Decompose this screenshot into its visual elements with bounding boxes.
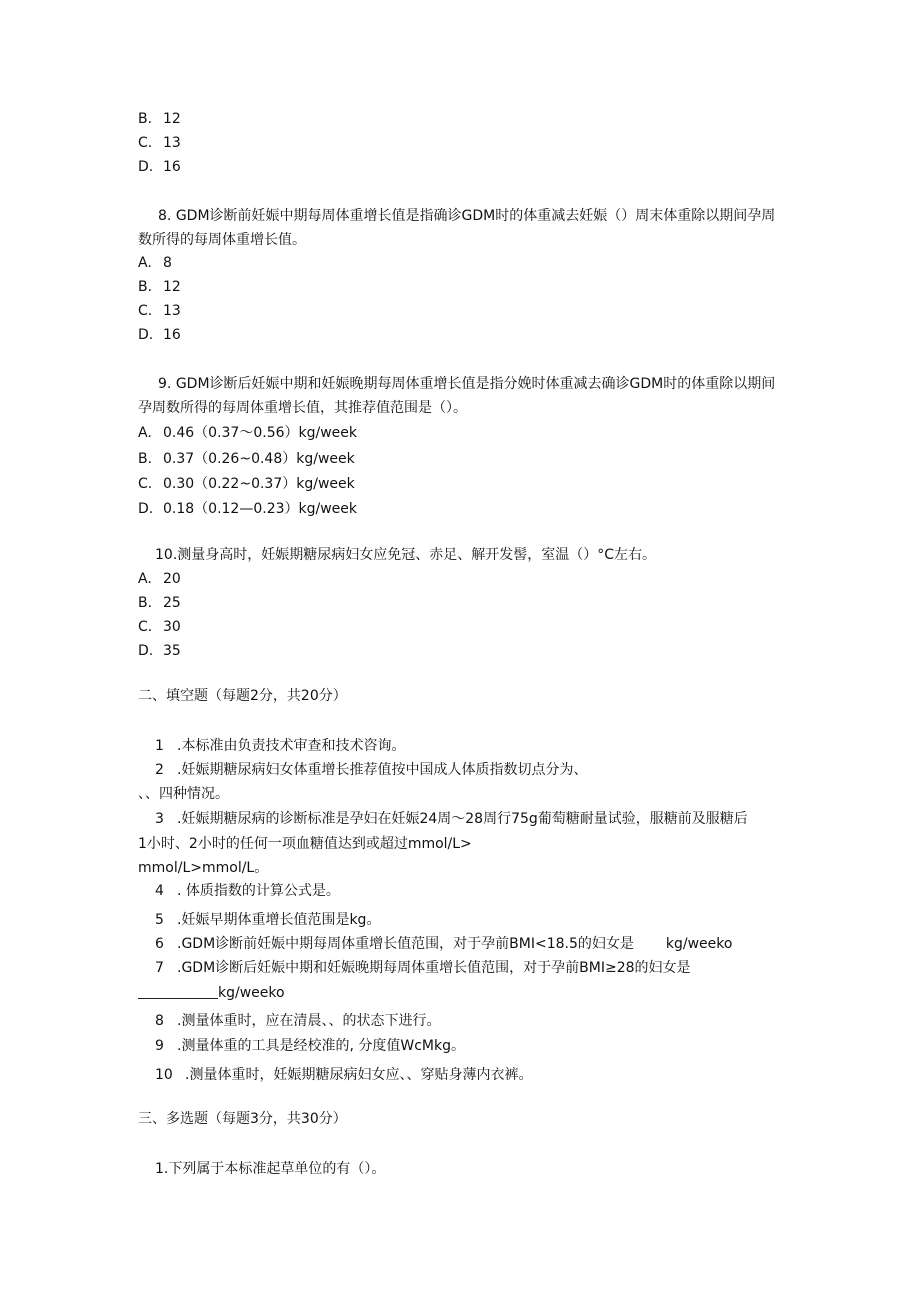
item-number: 6 <box>155 936 164 952</box>
option-key: B. <box>138 451 153 467</box>
option-text: 25 <box>163 595 181 611</box>
option-text: 8 <box>163 255 172 271</box>
option-text: 13 <box>163 135 181 151</box>
option-key: B. <box>138 279 153 295</box>
section-title-fill-in: 二、填空题（每题2分，共20分） <box>138 688 347 704</box>
option-c <box>138 617 181 637</box>
option-key: A. <box>138 571 152 587</box>
option-key: D. <box>138 159 154 175</box>
option-d <box>138 157 181 177</box>
item-number: 8 <box>155 1013 164 1029</box>
item-unit: kg/weeko <box>665 936 733 952</box>
item-text: .本标准由负责技术审查和技术咨询。 <box>177 738 406 754</box>
option-text: 16 <box>163 159 181 175</box>
option-key: C. <box>138 135 153 151</box>
option-d <box>138 325 181 345</box>
option-c <box>138 133 181 153</box>
option-key: C. <box>138 619 153 635</box>
fill-item-2 <box>155 760 587 780</box>
section-title-multiple-choice: 三、多选题（每题3分，共30分） <box>138 1111 347 1127</box>
fill-item-6 <box>155 934 732 954</box>
item-number: 2 <box>155 762 164 778</box>
option-b <box>138 449 355 469</box>
option-text: 20 <box>163 571 181 587</box>
option-text: 13 <box>163 303 181 319</box>
fill-item-2-cont: 、、四种情况。 <box>138 786 229 802</box>
option-c <box>138 474 355 494</box>
option-text: 0.37（0.26~0.48）kg/week <box>163 451 355 467</box>
option-a <box>138 569 181 589</box>
question-number: 9. <box>158 376 172 392</box>
option-key: C. <box>138 303 153 319</box>
question-8 <box>138 204 788 252</box>
option-text: 0.46（0.37～0.56）kg/week <box>163 425 358 441</box>
item-text: .测量体重的工具是经校准的, 分度值WcMkg。 <box>177 1038 465 1054</box>
item-number: 7 <box>155 960 164 976</box>
fill-item-3 <box>155 809 748 829</box>
item-text: .GDM诊断前妊娠中期每周体重增长值范围，对于孕前BMI<18.5的妇女是 <box>177 936 634 952</box>
option-key: A. <box>138 255 152 271</box>
fill-item-10 <box>155 1065 532 1085</box>
item-text: .测量体重时，应在清晨、、的状态下进行。 <box>177 1013 441 1029</box>
fill-item-3-cont2: mmol/L>mmol/L。 <box>138 860 269 876</box>
item-text: . 体质指数的计算公式是。 <box>177 883 340 899</box>
question-number: 8. <box>158 208 172 224</box>
option-key: D. <box>138 327 154 343</box>
answer-blank[interactable] <box>138 984 218 999</box>
option-b <box>138 593 181 613</box>
item-text: .妊娠早期体重增长值范围是kg。 <box>177 912 381 928</box>
option-b <box>138 109 181 129</box>
option-key: D. <box>138 501 154 517</box>
fill-item-8 <box>155 1011 440 1031</box>
option-c <box>138 301 181 321</box>
option-key: B. <box>138 595 153 611</box>
option-key: B. <box>138 111 153 127</box>
item-number: 10 <box>155 1067 173 1083</box>
question-text: GDM诊断后妊娠中期和妊娠晚期每周体重增长值是指分娩时体重减去确诊GDM时的体重除以期间孕周数所得的每周体重增长值，其推荐值范围是（）。 <box>138 376 776 416</box>
option-text: 12 <box>163 111 181 127</box>
option-text: 0.18（0.12—0.23）kg/week <box>163 501 358 517</box>
item-number: 1 <box>155 738 164 754</box>
fill-item-4 <box>155 881 340 901</box>
item-text: .测量体重时，妊娠期糖尿病妇女应、、穿贴身薄内衣裤。 <box>185 1067 533 1083</box>
option-key: C. <box>138 476 153 492</box>
item-text: .妊娠期糖尿病的诊断标准是孕妇在妊娠24周～28周行75g葡萄糖耐量试验，服糖前及服糖后 <box>177 811 748 827</box>
option-text: 0.30（0.22~0.37）kg/week <box>163 476 355 492</box>
fill-item-7 <box>155 958 691 978</box>
option-text: 35 <box>163 643 181 659</box>
question-9 <box>138 372 788 420</box>
fill-item-7-cont <box>138 983 285 1003</box>
question-10: 10.测量身高时，妊娠期糖尿病妇女应免冠、赤足、解开发髻，室温（）°C左右。 <box>155 547 657 563</box>
option-key: D. <box>138 643 154 659</box>
fill-item-5 <box>155 910 380 930</box>
option-a <box>138 423 357 443</box>
item-number: 5 <box>155 912 164 928</box>
option-text: 12 <box>163 279 181 295</box>
option-text: 16 <box>163 327 181 343</box>
fill-item-1 <box>155 736 405 756</box>
fill-item-9 <box>155 1036 465 1056</box>
item-number: 9 <box>155 1038 164 1054</box>
item-number: 3 <box>155 811 164 827</box>
item-text: .GDM诊断后妊娠中期和妊娠晚期每周体重增长值范围，对于孕前BMI≥28的妇女是 <box>177 960 691 976</box>
item-unit: kg/weeko <box>218 985 285 1001</box>
option-d <box>138 499 357 519</box>
question-1: 1.下列属于本标准起草单位的有（）。 <box>155 1161 386 1177</box>
fill-item-3-cont: 1小时、2小时的任何一项血糖值达到或超过mmol/L> <box>138 836 472 852</box>
option-key: A. <box>138 425 152 441</box>
question-text: GDM诊断前妊娠中期每周体重增长值是指确诊GDM时的体重减去妊娠（）周末体重除以期间孕周数所得的每周体重增长值。 <box>138 208 776 248</box>
option-a <box>138 253 172 273</box>
item-number: 4 <box>155 883 164 899</box>
option-d <box>138 641 181 661</box>
option-b <box>138 277 181 297</box>
item-text: .妊娠期糖尿病妇女体重增长推荐值按中国成人体质指数切点分为、 <box>177 762 588 778</box>
option-text: 30 <box>163 619 181 635</box>
